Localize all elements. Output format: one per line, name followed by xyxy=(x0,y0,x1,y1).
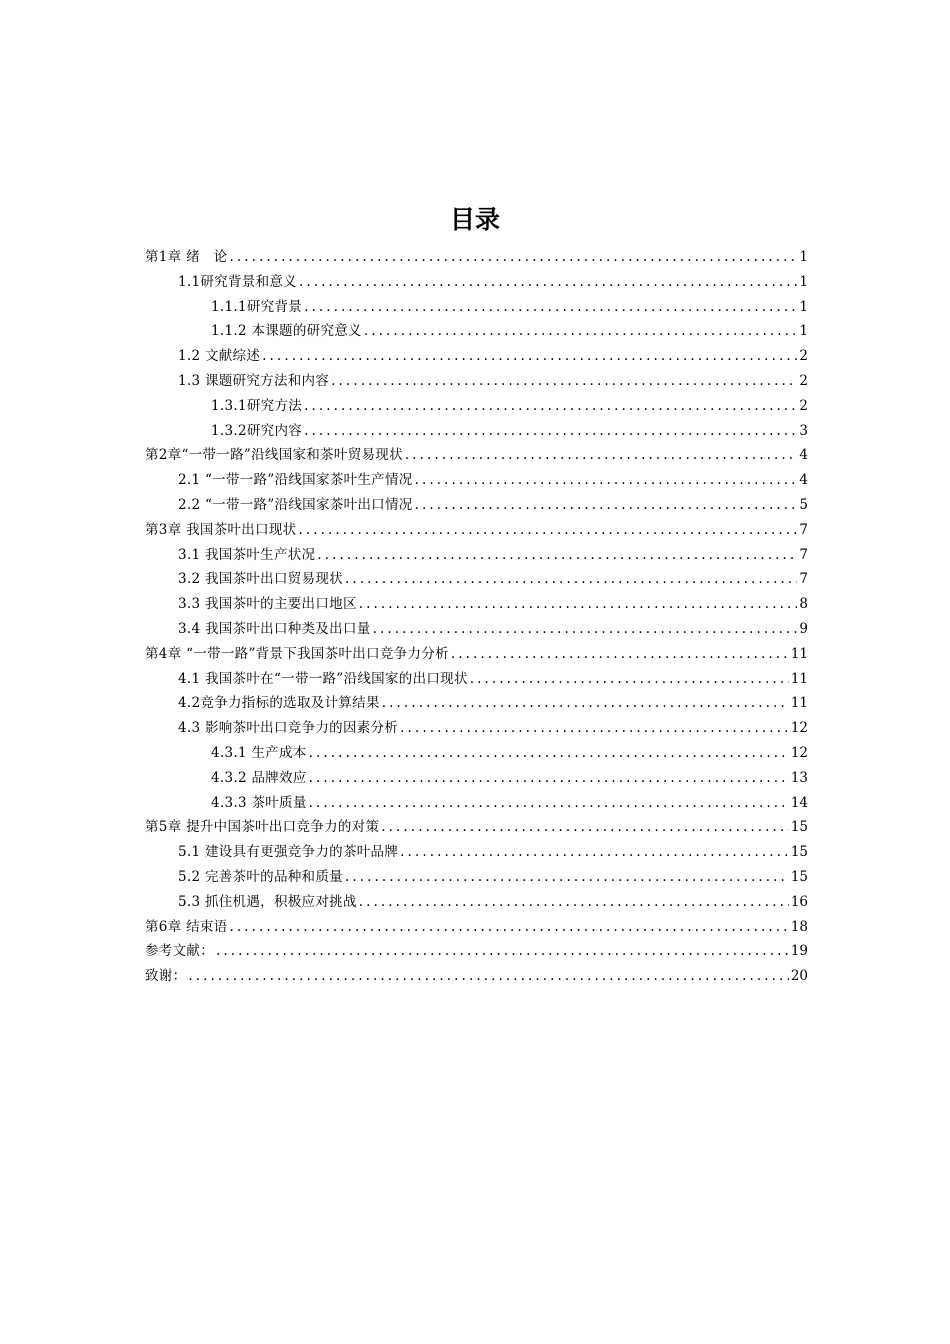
toc-dot-leader xyxy=(262,344,797,369)
toc-entry[interactable] xyxy=(145,518,808,543)
toc-entry[interactable] xyxy=(145,890,808,915)
toc-entry[interactable] xyxy=(145,691,808,716)
toc-entry[interactable] xyxy=(145,766,808,791)
table-of-contents xyxy=(145,245,808,989)
toc-entry-label: 3.3 我国茶叶的主要出口地区 xyxy=(178,596,357,613)
toc-dot-leader xyxy=(382,691,789,716)
toc-entry-label: 第1章 绪 论 xyxy=(145,249,228,265)
toc-dot-leader xyxy=(317,543,797,568)
toc-dot-leader xyxy=(381,815,789,840)
toc-entry[interactable] xyxy=(145,419,808,444)
toc-entry-label: 4.3.1 生产成本 xyxy=(211,744,307,761)
toc-entry-label: 2.1 “一带一路”沿线国家茶叶生产情况 xyxy=(178,472,413,489)
toc-dot-leader xyxy=(216,939,789,964)
toc-entry-page-number: 16 xyxy=(790,893,808,910)
toc-entry[interactable] xyxy=(145,592,808,617)
toc-entry[interactable] xyxy=(145,270,808,295)
toc-entry-label: 3.4 我国茶叶出口种类及出口量 xyxy=(178,620,371,637)
toc-dot-leader xyxy=(415,468,798,493)
toc-dot-leader xyxy=(331,369,797,394)
toc-entry[interactable] xyxy=(145,493,808,518)
toc-entry-label: 第3章 我国茶叶出口现状 xyxy=(145,521,297,538)
toc-dot-leader xyxy=(400,716,789,741)
toc-entry-page-number: 19 xyxy=(790,943,808,960)
toc-dot-leader xyxy=(309,791,789,816)
toc-entry[interactable] xyxy=(145,840,808,865)
toc-entry-page-number: 12 xyxy=(790,720,808,737)
toc-entry-label: 3.1 我国茶叶生产状况 xyxy=(178,546,316,563)
toc-entry[interactable] xyxy=(145,915,808,940)
toc-dot-leader xyxy=(373,617,798,642)
toc-dot-leader xyxy=(304,394,797,419)
toc-entry-label: 致谢： xyxy=(145,968,187,985)
toc-entry[interactable] xyxy=(145,617,808,642)
toc-entry-page-number: 2 xyxy=(799,372,808,389)
toc-entry[interactable] xyxy=(145,245,808,270)
toc-entry[interactable] xyxy=(145,369,808,394)
toc-entry[interactable] xyxy=(145,667,808,692)
toc-entry-label: 第5章 提升中国茶叶出口竞争力的对策 xyxy=(145,819,380,836)
toc-entry[interactable] xyxy=(145,815,808,840)
toc-dot-leader xyxy=(298,518,797,543)
toc-entry-page-number: 1 xyxy=(799,273,808,290)
toc-entry-page-number: 5 xyxy=(799,496,808,513)
toc-dot-leader xyxy=(188,964,788,989)
toc-entry-label: 4.2竞争力指标的选取及计算结果 xyxy=(178,695,380,712)
toc-entry-page-number: 7 xyxy=(799,521,808,538)
toc-entry-page-number: 2 xyxy=(799,397,808,414)
toc-entry[interactable] xyxy=(145,716,808,741)
toc-entry[interactable] xyxy=(145,865,808,890)
toc-entry-page-number: 9 xyxy=(799,620,808,637)
toc-entry-page-number: 2 xyxy=(799,348,808,365)
toc-title: 目录 xyxy=(449,205,500,234)
toc-entry-page-number: 11 xyxy=(790,670,808,687)
toc-entry-label: 参考文献： xyxy=(145,943,214,960)
toc-entry-label: 5.2 完善茶叶的品种和质量 xyxy=(178,868,343,885)
toc-entry-label: 1.1研究背景和意义 xyxy=(178,273,297,290)
toc-entry-page-number: 7 xyxy=(799,571,808,588)
toc-entry-page-number: 13 xyxy=(790,769,808,786)
toc-dot-leader xyxy=(364,319,798,344)
toc-entry[interactable] xyxy=(145,741,808,766)
toc-entry[interactable] xyxy=(145,791,808,816)
toc-entry[interactable] xyxy=(145,939,808,964)
toc-entry[interactable] xyxy=(145,319,808,344)
toc-entry-page-number: 12 xyxy=(790,744,808,761)
toc-entry[interactable] xyxy=(145,443,808,468)
toc-entry-page-number: 4 xyxy=(799,472,808,489)
toc-dot-leader xyxy=(400,840,789,865)
toc-entry-label: 1.2 文献综述 xyxy=(178,348,261,365)
toc-entry-page-number: 15 xyxy=(790,868,808,885)
toc-entry[interactable] xyxy=(145,642,808,667)
toc-dot-leader xyxy=(229,245,797,270)
toc-dot-leader xyxy=(304,295,797,320)
toc-entry-page-number: 15 xyxy=(790,819,808,836)
toc-entry-label: 4.3 影响茶叶出口竞争力的因素分析 xyxy=(178,720,399,737)
toc-dot-leader xyxy=(405,443,798,468)
toc-entry-label: 4.3.3 茶叶质量 xyxy=(211,794,307,811)
toc-entry-page-number: 1 xyxy=(799,249,808,265)
toc-entry-page-number: 20 xyxy=(790,968,808,985)
toc-entry-label: 1.3.1研究方法 xyxy=(211,397,303,414)
toc-entry-label: 第6章 结束语 xyxy=(145,918,228,935)
toc-dot-leader xyxy=(451,642,789,667)
toc-entry-label: 3.2 我国茶叶出口贸易现状 xyxy=(178,571,343,588)
toc-entry-label: 1.3 课题研究方法和内容 xyxy=(178,372,330,389)
toc-entry-page-number: 15 xyxy=(790,844,808,861)
toc-entry-label: 2.2 “一带一路”沿线国家茶叶出口情况 xyxy=(178,496,413,513)
toc-entry-label: 4.1 我国茶叶在“一带一路”沿线国家的出口现状 xyxy=(178,670,468,687)
toc-entry-label: 5.3 抓住机遇，积极应对挑战 xyxy=(178,893,357,910)
toc-entry-page-number: 1 xyxy=(799,323,808,340)
toc-entry-page-number: 11 xyxy=(790,645,808,662)
toc-entry[interactable] xyxy=(145,394,808,419)
toc-entry-page-number: 18 xyxy=(790,918,808,935)
toc-entry[interactable] xyxy=(145,567,808,592)
toc-entry-page-number: 1 xyxy=(799,298,808,315)
toc-entry[interactable] xyxy=(145,468,808,493)
toc-entry[interactable] xyxy=(145,295,808,320)
toc-dot-leader xyxy=(359,890,789,915)
toc-entry-label: 1.1.1研究背景 xyxy=(211,298,303,315)
toc-dot-leader xyxy=(345,865,789,890)
toc-entry-label: 1.1.2 本课题的研究意义 xyxy=(211,323,362,340)
toc-dot-leader xyxy=(470,667,789,692)
toc-entry[interactable] xyxy=(145,543,808,568)
toc-entry-label: 4.3.2 品牌效应 xyxy=(211,769,307,786)
toc-dot-leader xyxy=(345,567,797,592)
toc-entry-page-number: 3 xyxy=(799,422,808,439)
toc-entry-label: 第2章“一带一路”沿线国家和茶叶贸易现状 xyxy=(145,447,403,464)
toc-entry-label: 第4章 “一带一路”背景下我国茶叶出口竞争力分析 xyxy=(145,645,449,662)
toc-dot-leader xyxy=(309,766,789,791)
toc-entry-page-number: 8 xyxy=(799,596,808,613)
toc-dot-leader xyxy=(304,419,797,444)
toc-entry-page-number: 4 xyxy=(799,447,808,464)
toc-entry-page-number: 7 xyxy=(799,546,808,563)
toc-dot-leader xyxy=(299,270,797,295)
toc-entry-page-number: 11 xyxy=(790,695,808,712)
toc-entry-page-number: 14 xyxy=(790,794,808,811)
toc-entry[interactable] xyxy=(145,964,808,989)
toc-entry-label: 5.1 建设具有更强竞争力的茶叶品牌 xyxy=(178,844,399,861)
toc-dot-leader xyxy=(229,915,788,940)
toc-dot-leader xyxy=(415,493,798,518)
toc-entry-label: 1.3.2研究内容 xyxy=(211,422,303,439)
toc-entry[interactable] xyxy=(145,344,808,369)
toc-dot-leader xyxy=(359,592,798,617)
toc-dot-leader xyxy=(309,741,789,766)
